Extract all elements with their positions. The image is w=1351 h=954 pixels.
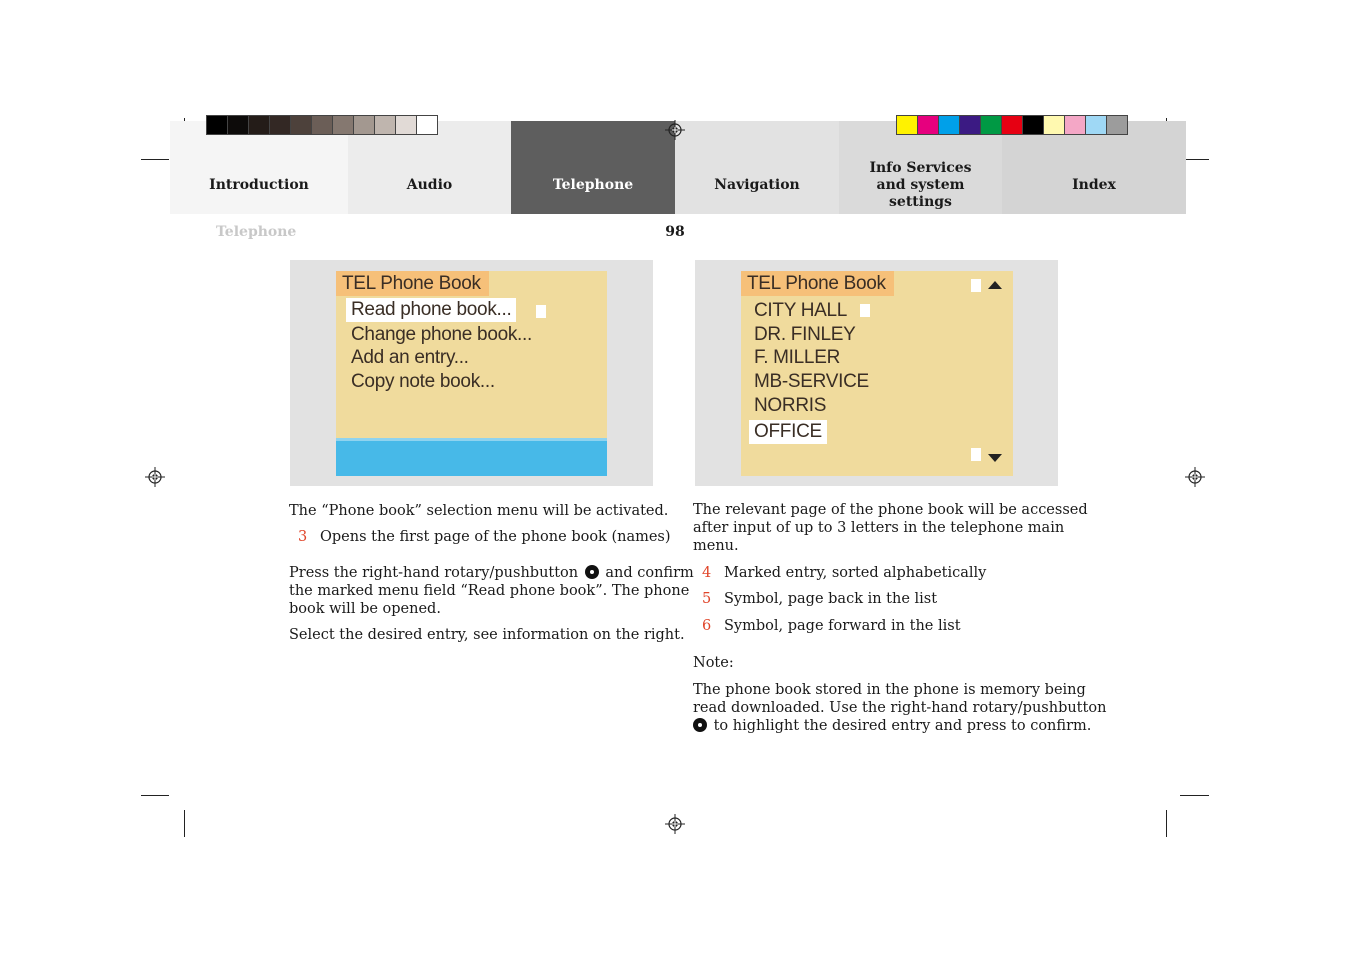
rotary-pushbutton-icon xyxy=(693,718,707,732)
color-swatch xyxy=(1022,115,1044,135)
item-text: Symbol, page forward in the list xyxy=(724,618,961,634)
screenshot-frame-right xyxy=(695,260,1058,486)
color-swatch xyxy=(1106,115,1128,135)
tab-telephone[interactable] xyxy=(511,121,675,214)
note-label: Note: xyxy=(693,655,734,671)
item-number: 4 xyxy=(702,565,712,581)
process-color-bar xyxy=(897,115,1128,135)
registration-mark-icon xyxy=(665,120,685,140)
paragraph-text: The relevant page of the phone book will be accessed xyxy=(693,502,1088,518)
gray-swatch xyxy=(206,115,228,135)
crop-mark xyxy=(1180,795,1209,796)
marker-square-icon xyxy=(971,448,981,461)
tab-label: Telephone xyxy=(552,177,634,193)
color-swatch xyxy=(1085,115,1107,135)
tab-label: Info Services and system settings xyxy=(869,160,972,210)
section-label: Telephone xyxy=(216,224,297,240)
tab-label: Introduction xyxy=(209,177,309,193)
screen-title: TEL Phone Book xyxy=(336,271,489,296)
gray-swatch xyxy=(395,115,417,135)
gray-color-bar xyxy=(207,115,438,135)
paragraph-text: book will be opened. xyxy=(289,601,441,617)
list-item xyxy=(702,617,961,635)
tab-label: Navigation xyxy=(714,177,800,193)
menu-item-change-phone-book[interactable]: Change phone book... xyxy=(351,324,532,345)
paragraph-text: the marked menu field “Read phone book”. The phone xyxy=(289,583,690,599)
list-item[interactable]: CITY HALL xyxy=(754,300,848,321)
tab-label: Index xyxy=(1072,177,1116,193)
marker-square-icon xyxy=(860,304,870,317)
color-swatch xyxy=(980,115,1002,135)
color-swatch xyxy=(1001,115,1023,135)
display-screen-left xyxy=(336,271,607,476)
list-item xyxy=(298,528,671,546)
status-bar xyxy=(336,438,607,476)
gray-swatch xyxy=(416,115,438,135)
paragraph xyxy=(289,564,694,618)
note-paragraph xyxy=(693,681,1106,735)
marker-square-icon xyxy=(971,279,981,292)
gray-swatch xyxy=(269,115,291,135)
crop-mark xyxy=(141,159,169,160)
gray-swatch xyxy=(227,115,249,135)
display-screen-right xyxy=(741,271,1013,476)
gray-swatch xyxy=(290,115,312,135)
gray-swatch xyxy=(248,115,270,135)
paragraph-text: Press the right-hand rotary/pushbutton xyxy=(289,565,579,581)
crop-mark xyxy=(141,795,169,796)
list-item[interactable]: MB-SERVICE xyxy=(754,371,869,392)
registration-mark-icon xyxy=(145,467,165,487)
paragraph-text: menu. xyxy=(693,538,739,554)
item-number: 5 xyxy=(702,591,712,607)
item-text: Symbol, page back in the list xyxy=(724,591,938,607)
rotary-pushbutton-icon xyxy=(585,565,599,579)
paragraph-text: The phone book stored in the phone is memory being xyxy=(693,682,1086,698)
color-swatch xyxy=(1043,115,1065,135)
paragraph xyxy=(693,501,1088,555)
marker-square-icon xyxy=(536,305,546,318)
menu-item-read-phone-book[interactable]: Read phone book... xyxy=(346,298,516,322)
color-swatch xyxy=(917,115,939,135)
tab-label: Audio xyxy=(406,177,453,193)
gray-swatch xyxy=(311,115,333,135)
crop-mark xyxy=(184,810,185,837)
list-item[interactable]: DR. FINLEY xyxy=(754,324,856,345)
list-item-selected[interactable]: OFFICE xyxy=(749,420,827,444)
gray-swatch xyxy=(332,115,354,135)
list-item xyxy=(702,590,937,608)
paragraph: Select the desired entry, see information on the right. xyxy=(289,627,685,643)
gray-swatch xyxy=(374,115,396,135)
paragraph-text: after input of up to 3 letters in the telephone main xyxy=(693,520,1065,536)
paragraph-text: to highlight the desired entry and press to confirm. xyxy=(713,718,1092,734)
item-text: Marked entry, sorted alphabetically xyxy=(724,565,987,581)
item-text: Opens the first page of the phone book (names) xyxy=(320,529,671,545)
tab-navigation[interactable] xyxy=(675,121,839,214)
item-number: 6 xyxy=(702,618,712,634)
paragraph: The “Phone book” selection menu will be activated. xyxy=(289,503,669,519)
paragraph-text: and confirm xyxy=(605,565,694,581)
color-swatch xyxy=(959,115,981,135)
list-item xyxy=(702,564,986,582)
gray-swatch xyxy=(353,115,375,135)
color-swatch xyxy=(896,115,918,135)
crop-mark xyxy=(1166,810,1167,837)
menu-item-add-entry[interactable]: Add an entry... xyxy=(351,347,469,368)
list-item[interactable]: F. MILLER xyxy=(754,347,840,368)
screenshot-frame-left xyxy=(290,260,653,486)
registration-mark-icon xyxy=(1185,467,1205,487)
color-swatch xyxy=(1064,115,1086,135)
paragraph-text: read downloaded. Use the right-hand rotary/pushbutton xyxy=(693,700,1107,716)
color-swatch xyxy=(938,115,960,135)
page-forward-arrow-icon[interactable] xyxy=(988,454,1002,462)
list-item[interactable]: NORRIS xyxy=(754,395,827,416)
screen-title: TEL Phone Book xyxy=(741,271,894,296)
item-number: 3 xyxy=(298,529,308,545)
page-back-arrow-icon[interactable] xyxy=(988,281,1002,289)
registration-mark-icon xyxy=(665,814,685,834)
page-number: 98 xyxy=(665,224,685,240)
menu-item-copy-note-book[interactable]: Copy note book... xyxy=(351,371,495,392)
